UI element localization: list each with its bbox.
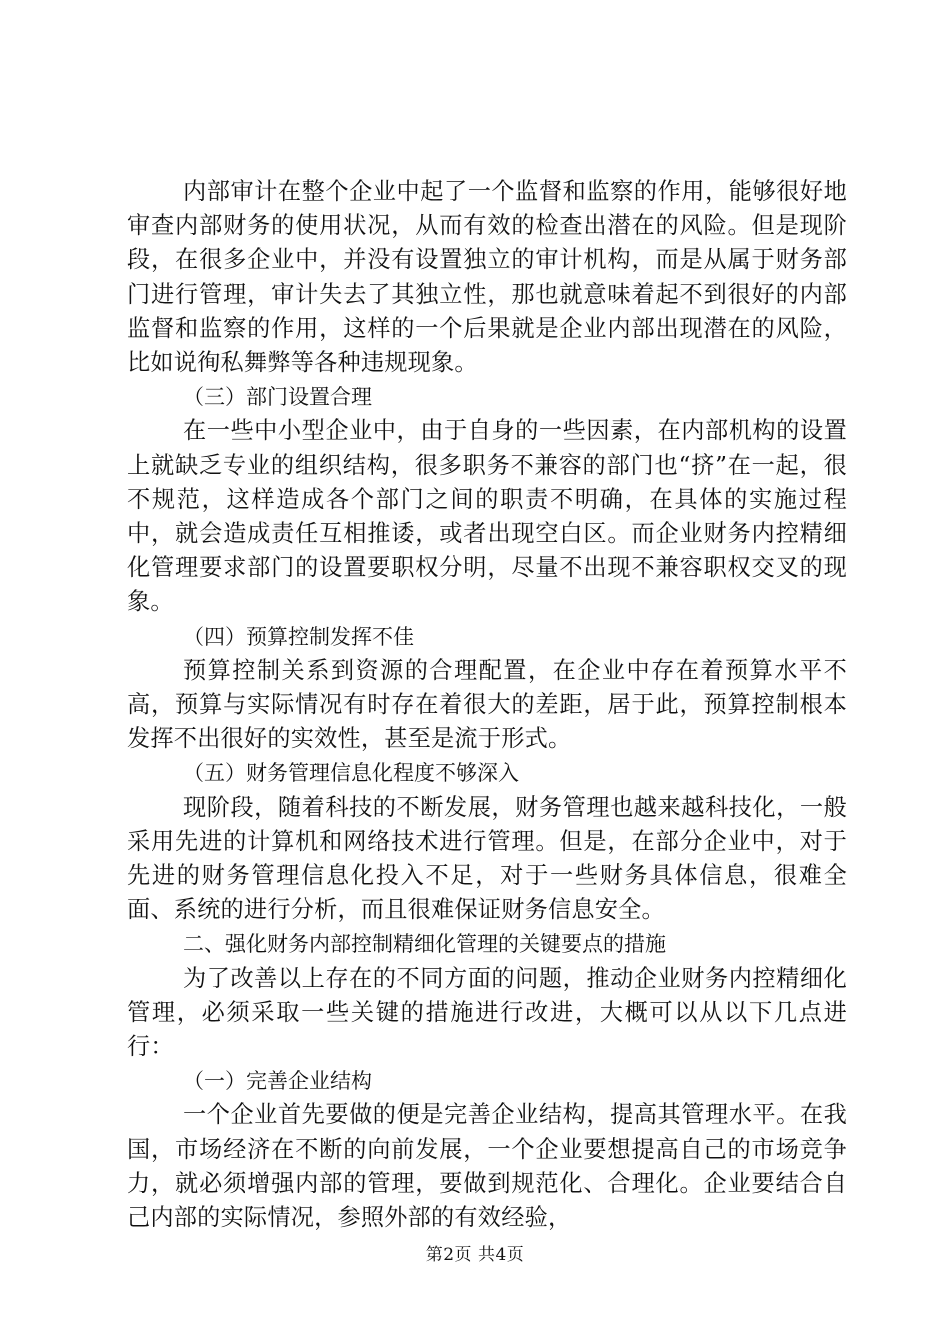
page-number: 第2页 共4页 <box>425 1245 525 1265</box>
section-heading-1: （一）完善企业结构 <box>183 1069 372 1094</box>
paragraph-internal-audit: 内部审计在整个企业中起了一个监督和监察的作用，能够很好地审查内部财务的使用状况，从而有效的检查出潜在的风险。但是现阶段，在很多企业中，并没有设置独立的审计机构，而是从属于财务部门进行管理，审计失去了其独立性，那也就意味着起不到很好的内部监督和监察的作用，这样的一个后果就是企业内部出现潜在的风险，比如说徇私舞弊等各种违规现象。 <box>127 178 847 377</box>
section-heading-5: （五）财务管理信息化程度不够深入 <box>183 761 519 786</box>
paragraph-informatization: 现阶段，随着科技的不断发展，财务管理也越来越科技化，一般采用先进的计算机和网络技术进行管理。但是，在部分企业中，对于先进的财务管理信息化投入不足，对于一些财务具体信息，很难全面、系统的进行分析，而且很难保证财务信息安全。 <box>127 793 847 924</box>
section-heading-4: （四）预算控制发挥不佳 <box>183 624 414 649</box>
paragraph-enterprise-structure: 一个企业首先要做的便是完善企业结构，提高其管理水平。在我国，市场经济在不断的向前发展，一个企业要想提高自己的市场竞争力，就必须增强内部的管理，要做到规范化、合理化。企业要结合自己内部的实际情况，参照外部的有效经验， <box>127 1101 847 1232</box>
paragraph-department-setup: 在一些中小型企业中，由于自身的一些因素，在内部机构的设置上就缺乏专业的组织结构，很多职务不兼容的部门也“挤”在一起，很不规范，这样造成各个部门之间的职责不明确，在具体的实施过程中，就会造成责任互相推诿，或者出现空白区。而企业财务内控精细化管理要求部门的设置要职权分明，尽量不出现不兼容职权交叉的现象。 <box>127 417 847 616</box>
section-heading-3: （三）部门设置合理 <box>183 385 372 410</box>
document-body <box>127 175 847 1235</box>
chapter-heading-2: 二、强化财务内部控制精细化管理的关键要点的措施 <box>183 932 666 957</box>
paragraph-budget-control: 预算控制关系到资源的合理配置，在企业中存在着预算水平不高，预算与实际情况有时存在着很大的差距，居于此，预算控制根本发挥不出很好的实效性，甚至是流于形式。 <box>127 656 847 753</box>
page-footer <box>0 1244 950 1266</box>
paragraph-measures-intro: 为了改善以上存在的不同方面的问题，推动企业财务内控精细化管理，必须采取一些关键的措施进行改进，大概可以从以下几点进行： <box>127 964 847 1061</box>
